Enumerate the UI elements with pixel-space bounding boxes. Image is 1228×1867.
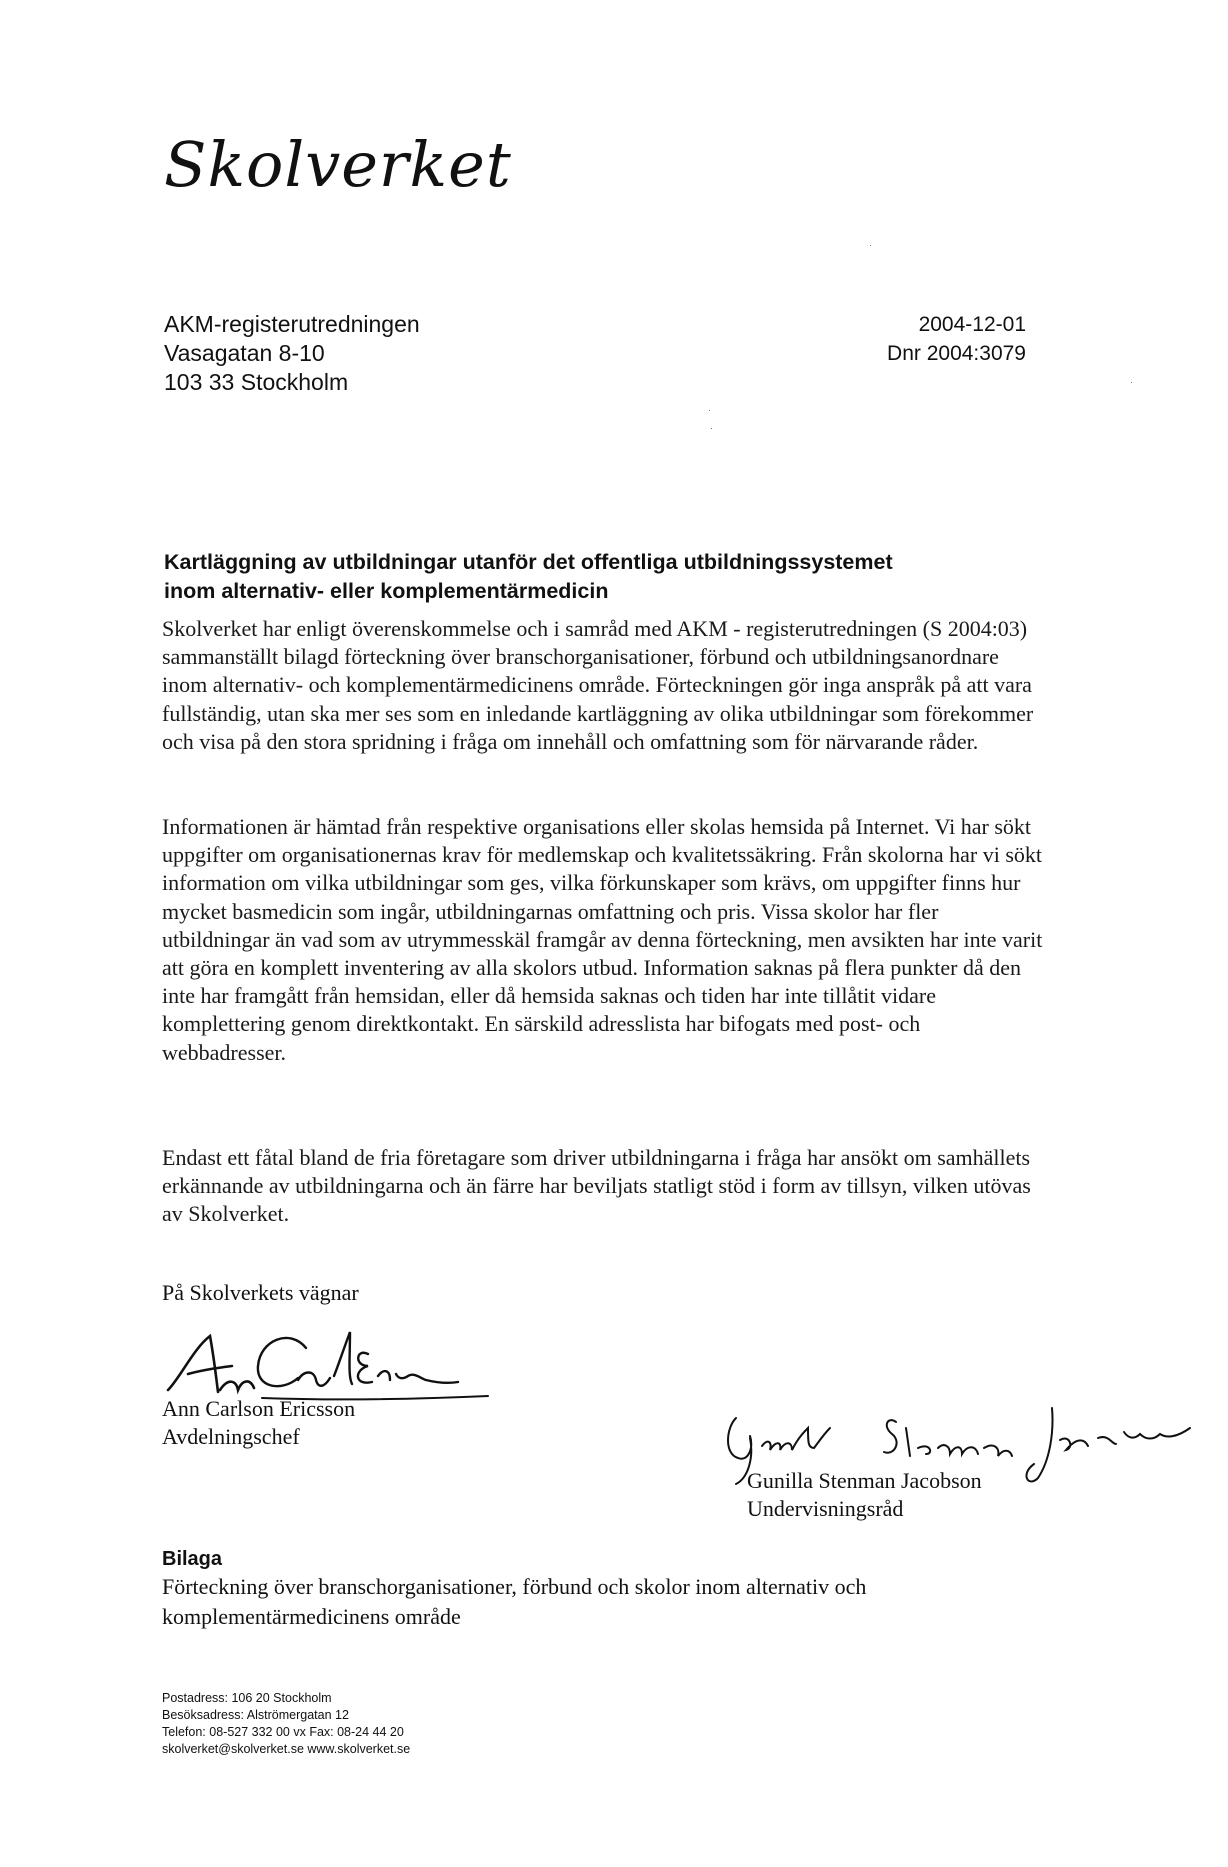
recipient-line: Vasagatan 8-10 [164,340,325,366]
scan-speck [1131,382,1132,383]
recipient-line: AKM-registerutredningen [164,311,420,337]
letter-date: 2004-12-01 [918,313,1026,336]
attachment-description: Förteckning över branschorganisationer, förbund och skolor inom alternativ och komplementärmedicinens område [162,1574,867,1629]
footer-visiting-address: Besöksadress: Alströmergatan 12 [162,1708,349,1722]
skolverket-logo: Skolverket [164,128,512,201]
body-paragraph: Skolverket har enligt överenskommelse och i samråd med AKM - registerutredningen (S 2004:03) sammanställt bilagd förteckning över branschorganisationer, förbund och utbildningsanordnare inom alternativ- och komplementärmedicinens område. Förteckningen gör inga anspråk på att vara fullständig, utan ska mer ses som en inledande kartläggning av olika utbildningar som förekommer och visa på den stora spridning i fråga om innehåll och omfattning som för närvarande råder. [162,616,1034,754]
recipient-line: 103 33 Stockholm [164,369,349,395]
signatory-role: Avdelningschef [162,1424,300,1449]
recipient-address [164,310,420,397]
letter-title-line: Kartläggning av utbildningar utanför det offentliga utbildningssystemet [164,550,893,574]
attachment-label: Bilaga [162,1548,223,1570]
footer-postal-address: Postadress: 106 20 Stockholm [162,1691,332,1705]
signatory-block [162,1395,355,1451]
scan-speck [709,410,710,411]
body-paragraph: Informationen är hämtad från respektive organisations eller skolas hemsida på Internet. Vi har sökt uppgifter om organisationernas krav för medlemskap och kvalitetssäkring. Från skolorna har vi sökt information om vilka utbildningar som ges, vilka förkunskaper som krävs, om uppgifter finns hur mycket basmedicin som ingår, utbildningarnas omfattning och pris. Vissa skolor har fler utbildningar än vad som av utrymmesskäl framgår av denna förteckning, men avsikten har inte varit att göra en komplett inventering av alla skolors utbud. Information saknas på flera punkter då den inte har framgått från hemsidan, eller då hemsida saknas och tiden har inte tillåtit vidare komplettering genom direktkontakt. En särskild adresslista har bifogats med post- och webbadresser. [162,814,1043,1065]
signatory-name: Ann Carlson Ericsson [162,1396,356,1421]
signatory-role: Undervisningsråd [747,1496,904,1521]
letter-title [164,548,1064,606]
signatory-block [747,1467,982,1523]
signatory-name: Gunilla Stenman Jacobson [747,1468,982,1493]
footer-contact [162,1690,410,1758]
scan-speck [711,428,712,429]
footer-web: skolverket@skolverket.se www.skolverket.se [162,1742,411,1756]
reference-number: Dnr 2004:3079 [887,342,1026,365]
body-paragraph: Endast ett fåtal bland de fria företagare som driver utbildningarna i fråga har ansökt om samhällets erkännande av utbildningarna och än färre har beviljats statligt stöd i form av tillsyn, vilken utövas av Skolverket. [162,1145,1031,1227]
closing-phrase: På Skolverkets vägnar [162,1280,359,1305]
footer-phone: Telefon: 08-527 332 00 vx Fax: 08-24 44 20 [162,1725,404,1739]
scan-speck [870,245,871,246]
letter-meta [887,310,1026,368]
letter-title-line: inom alternativ- eller komplementärmedicin [164,579,609,603]
